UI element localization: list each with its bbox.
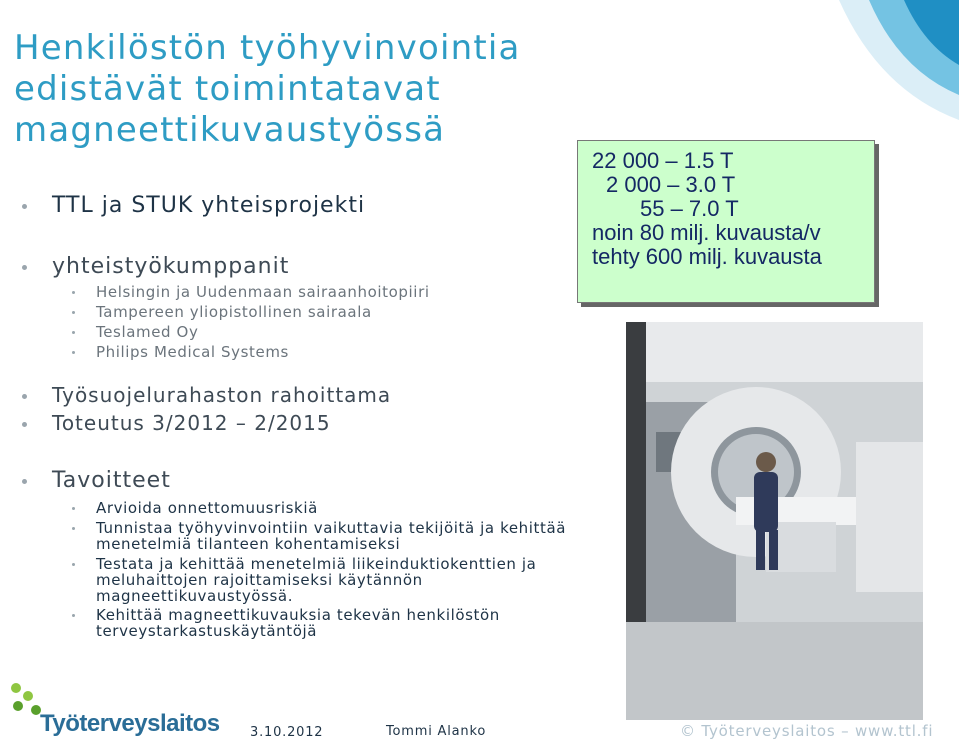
goal-item-continued: menetelmiä tilanteen kohentamiseksi (96, 535, 401, 553)
goal-item: Kehittää magneettikuvauksia tekevän henkilöstön (96, 606, 500, 624)
title-line-2: edistävät toimintatavat (14, 69, 441, 109)
goal-item: Tunnistaa työhyvinvointiin vaikuttavia tekijöitä ja kehittää (96, 519, 567, 537)
mri-room-photo (626, 322, 923, 720)
stat-line: 22 000 – 1.5 T (592, 148, 734, 173)
goal-item: Arvioida onnettomuusriskiä (96, 499, 318, 517)
title-line-1: Henkilöstön työhyvinvointia (14, 28, 521, 68)
goal-item-continued: magneettikuvaustyössä. (96, 587, 294, 605)
footer-author: Tommi Alanko (386, 724, 487, 739)
stat-line: tehty 600 milj. kuvausta (592, 244, 822, 269)
bullet-project: TTL ja STUK yhteisprojekti (52, 193, 366, 218)
page-title (14, 28, 614, 151)
goal-item-continued: terveystarkastuskäytäntöjä (96, 622, 318, 640)
partner-item: Tampereen yliopistollinen sairaala (96, 303, 372, 321)
goal-item: Testata ja kehittää menetelmiä liikeinduktiokenttien ja (96, 555, 537, 573)
bullet-goals: Tavoitteet (52, 468, 171, 493)
stat-line: noin 80 milj. kuvausta/v (592, 220, 821, 245)
mri-stats-box (577, 140, 875, 303)
corner-swoosh-graphic (729, 0, 959, 130)
partner-item: Teslamed Oy (96, 323, 199, 341)
footer-copyright: © Työterveyslaitos – www.ttl.fi (680, 722, 934, 740)
bullet-schedule: Toteutus 3/2012 – 2/2015 (52, 411, 331, 435)
goal-item-continued: meluhaittojen rajoittamiseksi käytännön (96, 571, 423, 589)
title-line-3: magneettikuvaustyössä (14, 110, 446, 150)
logo-wordmark: Työterveyslaitos (40, 710, 220, 737)
partner-item: Helsingin ja Uudenmaan sairaanhoitopiiri (96, 283, 430, 301)
stat-line: 2 000 – 3.0 T (606, 172, 736, 197)
partner-item: Philips Medical Systems (96, 343, 289, 361)
footer-date: 3.10.2012 (250, 725, 324, 740)
stat-line: 55 – 7.0 T (640, 196, 739, 221)
bullet-partners: yhteistyökumppanit (52, 254, 290, 279)
bullet-funding: Työsuojelurahaston rahoittama (52, 383, 392, 407)
